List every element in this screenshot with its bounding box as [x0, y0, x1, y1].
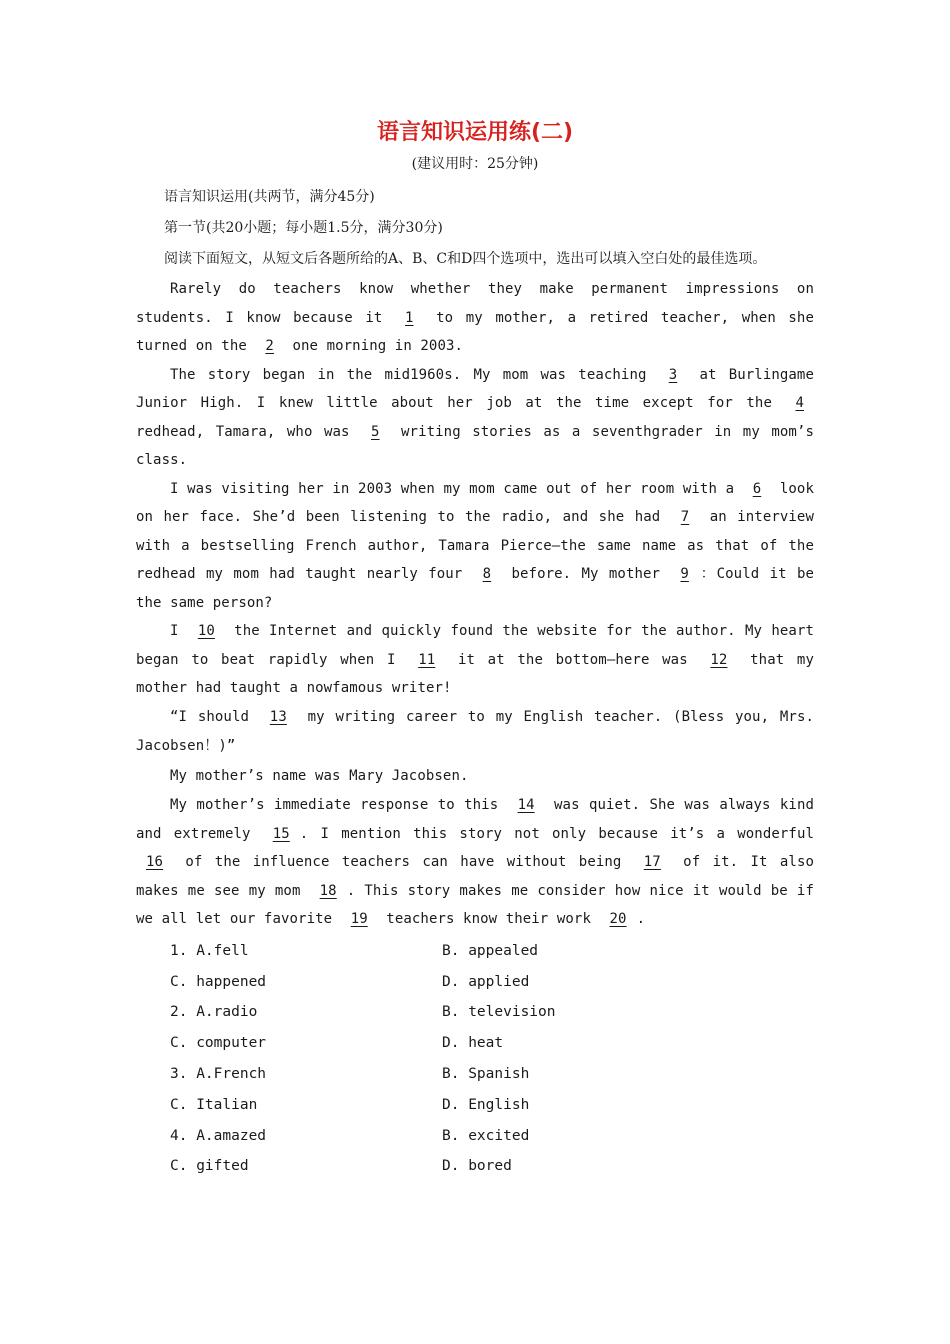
answer-blank[interactable]: 14	[517, 797, 535, 813]
option-row	[136, 1151, 814, 1182]
answer-blank[interactable]: 12	[710, 651, 728, 668]
option-right[interactable]: B. Spanish	[442, 1066, 530, 1083]
answer-blank[interactable]: 5	[371, 423, 380, 440]
option-left[interactable]: 2. A.radio	[170, 1004, 258, 1021]
passage-text: ：Could it be the same person?	[136, 566, 815, 611]
passage-paragraph	[136, 275, 814, 361]
passage-text: . This story makes me consider how nice it would be if we all let our favorite	[136, 882, 814, 927]
instructions: 阅读下面短文，从短文后各题所给的A、B、C和D四个选项中，选出可以填入空白处的最佳选项。	[164, 251, 767, 267]
option-row	[136, 1089, 814, 1120]
passage-text: I was visiting her in 2003 when my mom came out of her room with a	[170, 480, 743, 497]
option-right[interactable]: D. heat	[442, 1035, 504, 1052]
passage-text: at Burlingame Junior High. I knew little about her job at the time except for the	[136, 366, 814, 411]
section-header: 语言知识运用(共两节，满分45分)	[164, 189, 375, 205]
option-left[interactable]: C. Italian	[170, 1096, 258, 1113]
part-header: 第一节(共20小题；每小题1.5分，满分30分)	[164, 220, 443, 236]
passage-text: of it. It also makes me see my mom	[136, 854, 815, 899]
answer-blank[interactable]: 6	[752, 480, 762, 497]
answer-options	[136, 936, 814, 1182]
answer-blank[interactable]: 10	[197, 623, 215, 639]
option-row	[136, 997, 814, 1028]
option-left[interactable]: 1. A.fell	[170, 942, 249, 959]
answer-blank[interactable]: 7	[680, 509, 690, 525]
passage-text: before. My mother	[501, 566, 671, 582]
answer-blank[interactable]: 4	[795, 395, 804, 411]
passage-text: my writing career to my English teacher. (Bless you, Mrs. Jacobsen！)”	[136, 708, 814, 754]
passage-text: of the influence teachers can have without being	[173, 854, 634, 870]
passage-paragraph	[136, 762, 814, 792]
answer-blank[interactable]: 2	[265, 338, 274, 354]
answer-blank[interactable]: 9	[680, 566, 689, 582]
passage-text: the Internet and quickly found the website for the author. My heart began to beat rapidly when I	[136, 623, 815, 668]
answer-blank[interactable]: 20	[609, 911, 627, 927]
passage-text: Rarely do teachers know whether they make permanent impressions on students. I know because it	[136, 281, 814, 326]
passage-text: was quiet. She was always kind and extremely	[136, 797, 815, 842]
passage-paragraph	[136, 791, 814, 934]
option-row	[136, 936, 814, 967]
option-left[interactable]: 3. A.French	[170, 1066, 267, 1083]
answer-blank[interactable]: 8	[482, 566, 492, 582]
option-right[interactable]: D. applied	[442, 973, 530, 990]
option-right[interactable]: B. appealed	[442, 942, 539, 959]
option-row	[136, 1120, 814, 1151]
passage-text: The story began in the mid1960s. My mom was teaching	[170, 366, 659, 383]
page-title: 语言知识运用练(二)	[376, 120, 574, 145]
option-row	[136, 966, 814, 997]
answer-blank[interactable]: 3	[668, 366, 678, 383]
passage-text: writing stories as a seventhgrader in my mom’s class.	[136, 423, 814, 468]
passage-paragraph	[136, 361, 814, 475]
passage-text: one morning in 2003.	[283, 338, 464, 354]
document-page	[136, 118, 814, 1182]
passage-text: “I should	[170, 708, 260, 725]
option-row	[136, 1028, 814, 1059]
passage-text: to my mother, a retired teacher, when she turned on the	[136, 309, 814, 354]
option-right[interactable]: B. excited	[442, 1127, 530, 1144]
option-left[interactable]: C. happened	[170, 973, 267, 990]
suggested-time: (建议用时：25分钟)	[411, 156, 539, 172]
passage-paragraph	[136, 703, 814, 762]
option-row	[136, 1059, 814, 1090]
answer-blank[interactable]: 11	[418, 651, 436, 668]
passage-text: I	[170, 623, 188, 639]
option-right[interactable]: D. bored	[442, 1158, 512, 1175]
passage-text: . I mention this story not only because it’s a wonderful	[299, 825, 815, 842]
passage-text: My mother’s name was Mary Jacobsen.	[170, 767, 469, 784]
answer-blank[interactable]: 18	[319, 882, 337, 899]
option-left[interactable]: 4. A.amazed	[170, 1127, 267, 1144]
option-left[interactable]: C. computer	[170, 1035, 267, 1052]
option-left[interactable]: C. gifted	[170, 1158, 249, 1175]
answer-blank[interactable]: 1	[404, 309, 414, 326]
passage-text: redhead, Tamara, who was	[136, 423, 362, 440]
answer-blank[interactable]: 17	[643, 854, 661, 870]
passage-text: it at the bottom—here was	[445, 651, 701, 668]
answer-blank[interactable]: 13	[269, 708, 287, 725]
passage-paragraph	[136, 475, 814, 618]
answer-blank[interactable]: 19	[350, 911, 368, 927]
passage-paragraph	[136, 617, 814, 703]
option-right[interactable]: D. English	[442, 1096, 530, 1113]
passage-text: teachers know their work	[377, 911, 600, 927]
answer-blank[interactable]: 16	[146, 854, 164, 870]
answer-blank[interactable]: 15	[272, 825, 290, 842]
passage-text: .	[636, 911, 646, 927]
passage-text: that my mother had taught a nowfamous writer!	[136, 651, 814, 696]
passage-text: an interview with a bestselling French author, Tamara Pierce—the same name as that of the redhead my mom had taught nearly four	[136, 509, 814, 582]
passage-text: My mother’s immediate response to this	[170, 797, 508, 813]
passage-text: look on her face. She’d been listening to the radio, and she had	[136, 480, 814, 525]
option-right[interactable]: B. television	[442, 1004, 556, 1021]
